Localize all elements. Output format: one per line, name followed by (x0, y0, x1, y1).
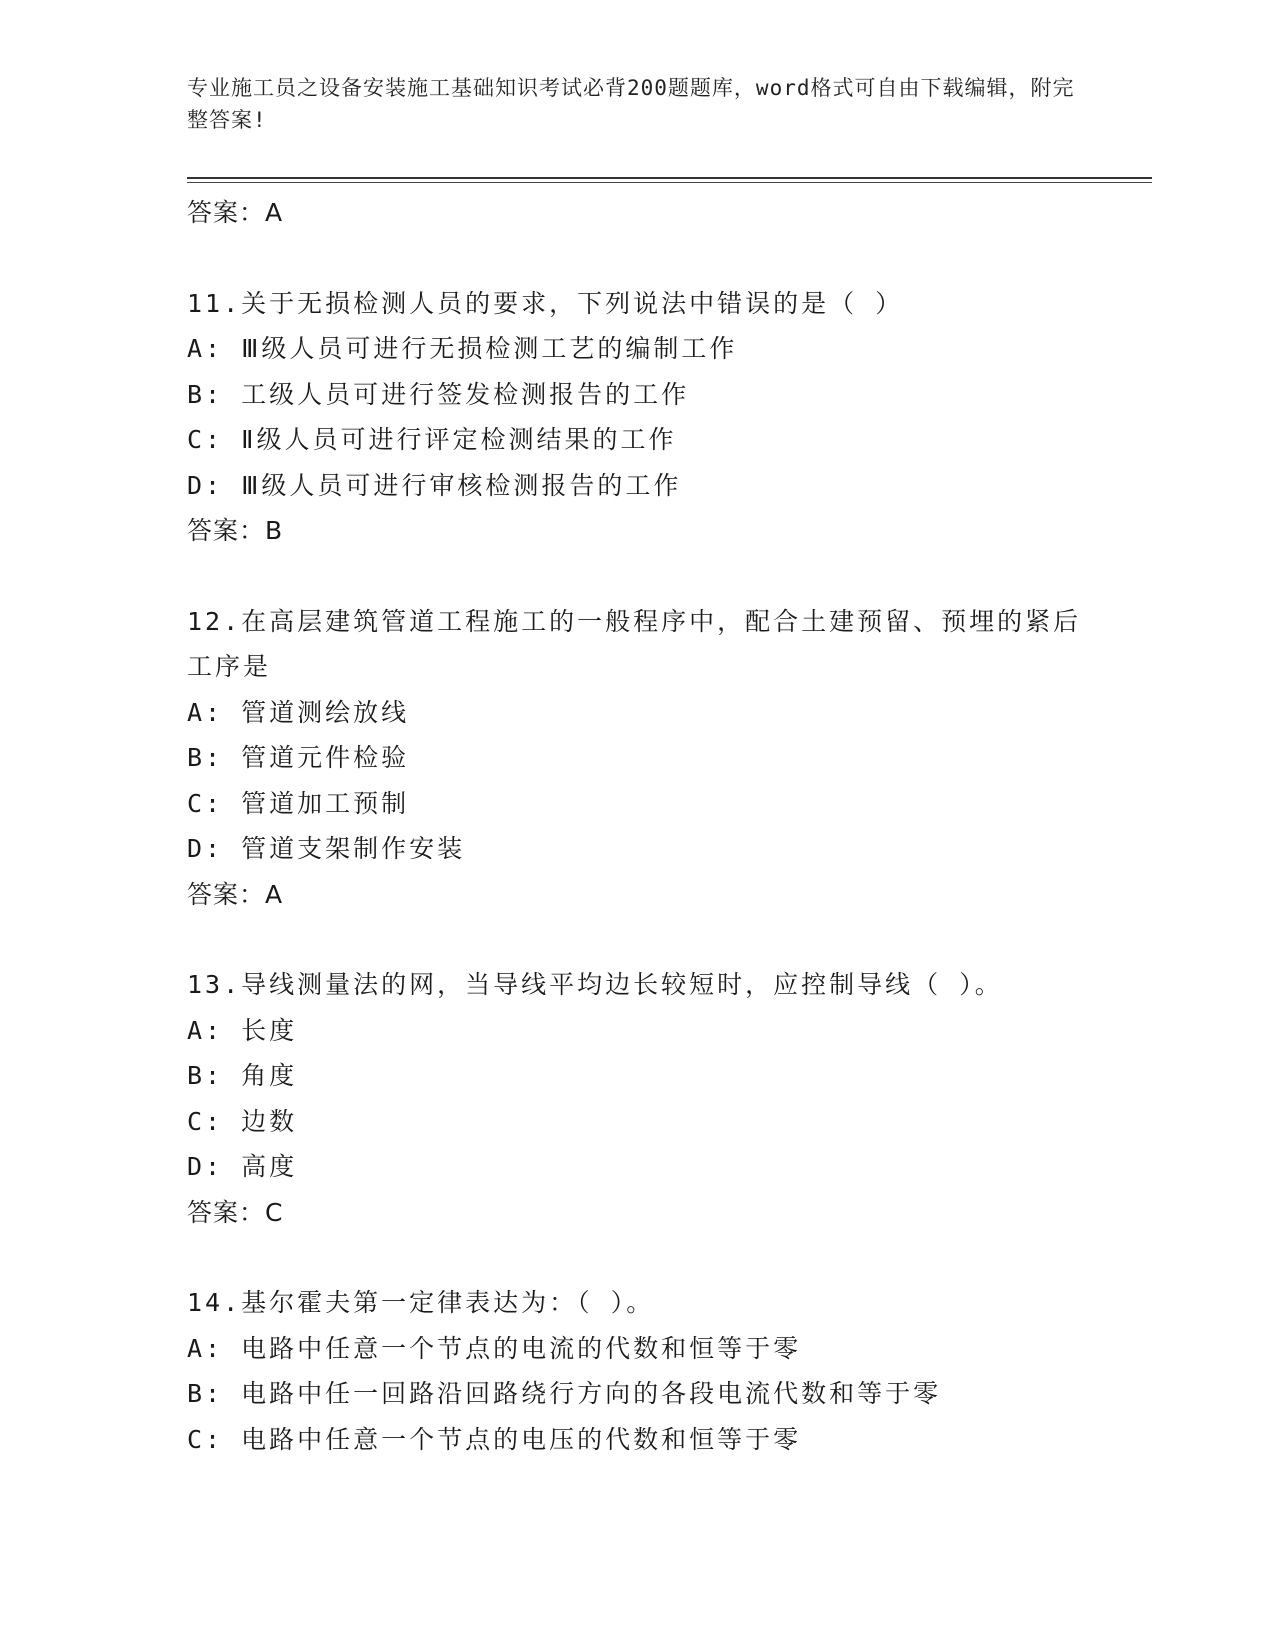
option-a: A: 电路中任意一个节点的电流的代数和恒等于零 (187, 1333, 802, 1363)
spacer (187, 554, 1107, 599)
header-divider-thin (187, 182, 1152, 183)
option-b: B: 电路中任一回路沿回路绕行方向的各段电流代数和等于零 (187, 1379, 942, 1408)
document-title: 专业施工员之设备安装施工基础知识考试必背200题题库，word格式可自由下载编辑，附完整答案! (187, 76, 1075, 132)
question-13 (187, 962, 1107, 1235)
option-b: B: 工级人员可进行签发检测报告的工作 (187, 379, 690, 409)
option-c: C: 边数 (187, 1106, 298, 1136)
question-stem: 11.关于无损检测人员的要求，下列说法中错误的是（ ） (187, 288, 904, 318)
option-a: A: 长度 (187, 1015, 298, 1045)
option-b: B: 角度 (187, 1061, 298, 1090)
option-a: A: 管道测绘放线 (187, 697, 410, 727)
question-stem: 12.在高层建筑管道工程施工的一般程序中，配合土建预留、预埋的紧后工序是 (187, 606, 1082, 681)
answer: 答案：B (187, 516, 284, 545)
answer: 答案：A (187, 879, 284, 909)
question-list (187, 190, 1107, 1462)
question-14 (187, 1280, 1107, 1462)
question-stem: 14.基尔霍夫第一定律表达为：（ ）。 (187, 1288, 655, 1317)
option-d: D: 高度 (187, 1152, 298, 1181)
spacer (187, 917, 1107, 962)
question-11 (187, 281, 1107, 554)
answer: 答案：C (187, 1197, 284, 1227)
option-c: C: 电路中任意一个节点的电压的代数和恒等于零 (187, 1424, 802, 1454)
option-a: A: Ⅲ级人员可进行无损检测工艺的编制工作 (187, 334, 738, 363)
document-header (187, 72, 1087, 136)
prev-answer: 答案：A (187, 198, 284, 227)
spacer (187, 236, 1107, 281)
question-12 (187, 599, 1107, 918)
option-c: C: 管道加工预制 (187, 788, 410, 818)
option-d: D: 管道支架制作安装 (187, 834, 466, 863)
option-d: D: Ⅲ级人员可进行审核检测报告的工作 (187, 470, 682, 500)
option-c: C: Ⅱ级人员可进行评定检测结果的工作 (187, 425, 677, 454)
spacer (187, 1235, 1107, 1280)
question-stem: 13.导线测量法的网，当导线平均边长较短时，应控制导线（ ）。 (187, 970, 1003, 999)
header-divider-thick (187, 177, 1152, 179)
option-b: B: 管道元件检验 (187, 743, 410, 772)
